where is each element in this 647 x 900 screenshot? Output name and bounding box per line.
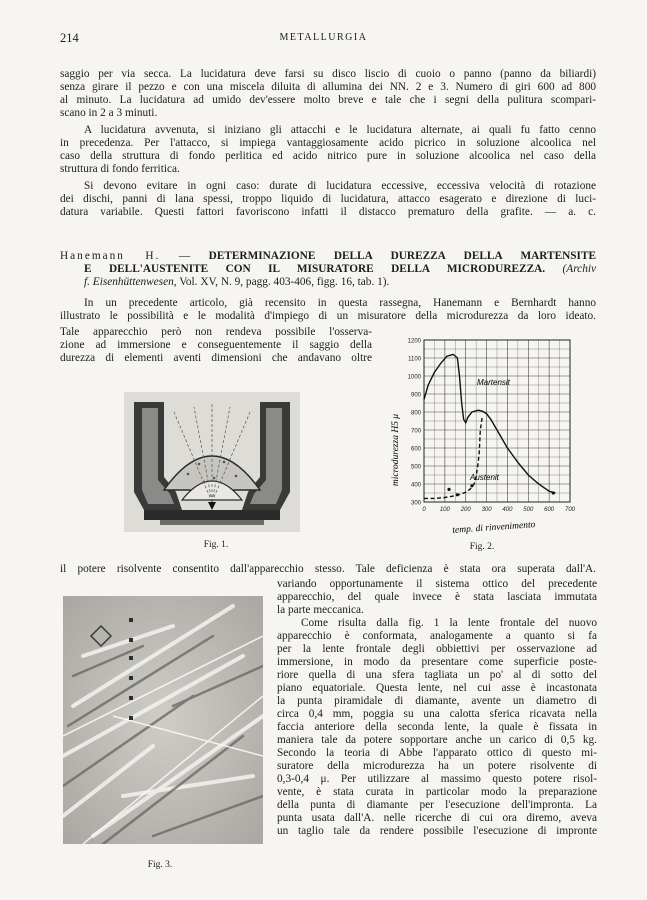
review-journal-a: (Archiv <box>562 263 597 275</box>
top-paragraphs <box>60 68 596 219</box>
text-line: la parte meccanica. <box>277 604 364 616</box>
y-tick-label: 800 <box>410 410 421 417</box>
figure-2-chart <box>382 330 582 535</box>
text-line: In un precedente articolo, già recensito in questa rassegna, Hanemann e Bernhardt hanno <box>84 297 596 309</box>
x-tick-label: 500 <box>523 507 534 513</box>
data-point <box>552 491 555 494</box>
text-line: per la lente frontale degli obbiettivi per osservazione ad <box>277 643 597 655</box>
heading-line-1 <box>60 250 596 263</box>
text-line: riore quella di una sfera tagliata un po' al di sotto del <box>277 669 597 681</box>
paragraph-2 <box>60 124 596 176</box>
text-line: illustrato le possibilità e le modalità d'impiego di un misuratore della microdurezza da loro ideato. <box>60 310 596 322</box>
legend-martensit: Martensit <box>477 378 510 387</box>
legend-austenit: Austenit <box>470 473 499 482</box>
figure-3-caption: Fig. 3. <box>147 860 173 870</box>
review-narrow-text <box>60 326 372 365</box>
x-tick-label: 600 <box>544 507 555 513</box>
text-line: Si devono evitare in ogni caso: durate di lucidatura eccessive, eccessiva velocità di rotazione <box>84 180 596 192</box>
y-tick-label: 300 <box>410 500 421 507</box>
y-tick-label: 1000 <box>407 374 421 381</box>
figure-2-caption: Fig. 2. <box>469 542 495 552</box>
figure-1-caption: Fig. 1. <box>203 540 229 550</box>
text-line: circa 0,4 mm, poggia su una calotta sferica ricavata nella <box>277 708 597 720</box>
review-journal-b: f. Eisenhüttenwesen, <box>84 276 177 288</box>
text-line: suratore della microdurezza ha un potere risolvente di <box>277 760 597 772</box>
text-line: faccia anteriore della seconda lente, la quale è fissata in <box>277 721 597 733</box>
text-line: il potere risolvente consentito dall'apparecchio stesso. Tale deficienza è stata ora superata dall'A. <box>60 563 596 575</box>
review-intro <box>60 297 596 323</box>
text-line: Tale apparecchio però non rendeva possibile l'osserva- <box>60 326 372 338</box>
text-line: zione ad immersione e conseguentemente il saggio della <box>60 339 372 351</box>
y-tick-label: 1200 <box>407 338 421 345</box>
y-axis-label: microdurezza H5 μ <box>391 413 401 487</box>
text-line: Secondo la teoria di Abbe l'apparato ottico di questo mi- <box>277 747 597 759</box>
y-tick-label: 900 <box>410 392 421 399</box>
text-line: scano in 2 a 3 minuti. <box>60 107 158 119</box>
x-tick-label: 700 <box>564 507 576 513</box>
text-line: maniera tale da potere sopportare anche un carico di 0,5 kg. <box>277 734 597 746</box>
text-line: immersione, in modo da presentare come superficie poste- <box>277 656 597 668</box>
figure-1-lens-drawing <box>124 392 300 532</box>
micrograph-image <box>63 596 263 844</box>
y-tick-label: 1100 <box>408 356 421 363</box>
review-title-2: E DELL'AUSTENITE CON IL MISURATORE DELLA MICRODUREZZA. <box>84 263 546 275</box>
review-author: Hanemann H. <box>60 250 161 262</box>
review-full-line <box>60 563 596 576</box>
running-head: METALLURGIA <box>279 32 368 43</box>
text-line: in precedenza. Per l'attacco, si impiega vantaggiosamente acido picrico in soluzione alcoolica nel <box>60 137 596 149</box>
review-heading <box>60 250 596 289</box>
y-tick-label: 600 <box>410 446 421 453</box>
text-line: senza girare il pezzo e con una miscela diluita di allumina dei NN. 2 e 3. Numero di giri 600 ad 800 <box>60 81 596 93</box>
x-tick-label: 300 <box>481 507 492 513</box>
page-number: 214 <box>60 31 79 45</box>
x-tick-label: 200 <box>460 507 471 513</box>
text-line: A lucidatura avvenuta, si iniziano gli attacchi e le lucidatura alternate, ai quali fu fatto cenno <box>84 124 596 136</box>
y-tick-label: 500 <box>410 464 421 471</box>
text-line: 0,3-0,4 μ. Per utilizzare al massimo questo potere risol- <box>277 773 597 785</box>
x-axis-label: temp. di rinvenimento <box>452 520 536 535</box>
text-line: piano equatoriale. Questa lente, nel cui asse è incastonata <box>277 682 597 694</box>
text-line: apparecchio, del quale invece è stata lasciata immutata <box>277 591 597 603</box>
hardness-chart <box>382 330 582 535</box>
text-line: apparecchio è conformata, analogamente a quanto si fa <box>277 630 597 642</box>
heading-line-3 <box>60 276 596 289</box>
text-line: caso della struttura di fondo perlitica ed acido nitrico pure in soluzione alcoolica nel caso della <box>60 150 596 162</box>
heading-line-2 <box>60 263 596 276</box>
x-tick-label: 0 <box>422 507 426 513</box>
figure-3-micrograph <box>63 596 263 844</box>
review-title-1: DETERMINAZIONE DELLA DUREZZA DELLA MARTENSITE <box>208 250 597 262</box>
review-dash: — <box>178 250 191 262</box>
data-point <box>447 488 450 491</box>
y-tick-label: 400 <box>410 482 421 489</box>
text-line: un taglio tale da rendere possibile l'esecuzione di impronte <box>277 825 597 837</box>
x-tick-labels <box>422 507 575 513</box>
review-right-column <box>277 578 597 838</box>
y-tick-labels <box>408 339 422 507</box>
x-tick-label: 100 <box>439 507 450 513</box>
paragraph-1 <box>60 68 596 120</box>
text-line: della punta di diamante per l'esecuzione dell'impronta. La <box>277 799 597 811</box>
data-point <box>456 493 459 496</box>
review-citation: Vol. XV, N. 9, pagg. 403-406, figg. 16, tab. 1). <box>179 276 390 288</box>
text-line: durezza di elementi aventi dimensioni che andavano oltre <box>60 352 372 364</box>
text-line: saggio per via secca. La lucidatura deve farsi su disco liscio di cuoio o panno (panno da biliardi) <box>60 68 596 80</box>
paragraph-3 <box>60 180 596 219</box>
text-line: dei dischi, panni di lana spessi, troppo liquido di lucidatura, attacco esagerato e direzione di luci- <box>60 193 596 205</box>
text-line: vente, è stata curata in particolar modo la preparazione <box>277 786 597 798</box>
y-tick-label: 700 <box>410 428 421 435</box>
lens-cross-section <box>124 392 300 532</box>
data-point <box>470 484 473 487</box>
text-line: Come risulta dalla fig. 1 la lente frontale del nuovo <box>301 617 597 629</box>
text-line: la punta piramidale di diamante, avente un diametro di <box>277 695 597 707</box>
text-line: punta usata dall'A. nelle ricerche di cui ora diremo, aveva <box>277 812 597 824</box>
text-line: al minuto. La lucidatura ad umido dev'essere molto breve e tale che i segni della pulitura scompari- <box>60 94 596 106</box>
x-tick-label: 400 <box>502 507 513 513</box>
text-line: datura variabile. Questi fattori favoriscono infatti il distacco prematuro della grafite. — a. c. <box>60 206 596 218</box>
text-line: struttura di fondo ferritica. <box>60 163 180 175</box>
text-line: variando opportunamente il sistema ottico del precedente <box>277 578 597 590</box>
